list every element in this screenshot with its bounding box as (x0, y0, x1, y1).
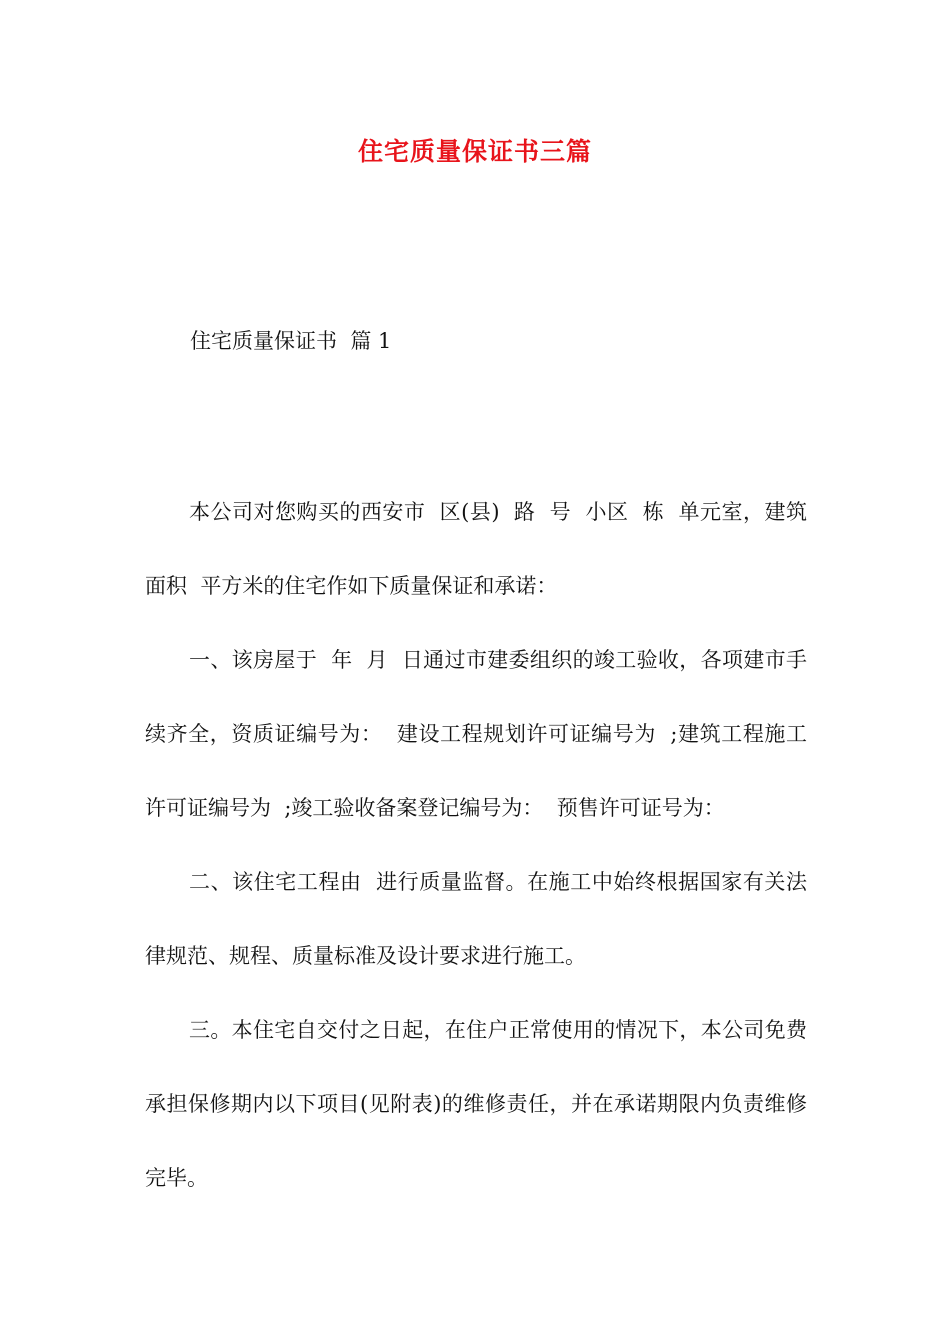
paragraph-item-2: 二、该住宅工程由 进行质量监督。在施工中始终根据国家有关法律规范、规程、质量标准及设计要求进行施工。 (145, 870, 807, 968)
paragraph-intro: 本公司对您购买的西安市 区(县) 路 号 小区 栋 单元室，建筑面积 平方米的住宅作如下质量保证和承诺： (145, 500, 807, 598)
paragraph-item-1: 一、该房屋于 年 月 日通过市建委组织的竣工验收，各项建市手续齐全，资质证编号为： 建设工程规划许可证编号为 ;建筑工程施工许可证编号为 ;竣工验收备案登记编号为： 预售许可证号为： (145, 648, 807, 820)
document-title: 住宅质量保证书三篇 (357, 137, 592, 166)
document-body (145, 475, 807, 1215)
section-heading: 住宅质量保证书 篇 1 (190, 329, 392, 353)
paragraph-item-3: 三。本住宅自交付之日起，在住户正常使用的情况下，本公司免费承担保修期内以下项目(见附表)的维修责任，并在承诺期限内负责维修完毕。 (145, 1018, 807, 1190)
